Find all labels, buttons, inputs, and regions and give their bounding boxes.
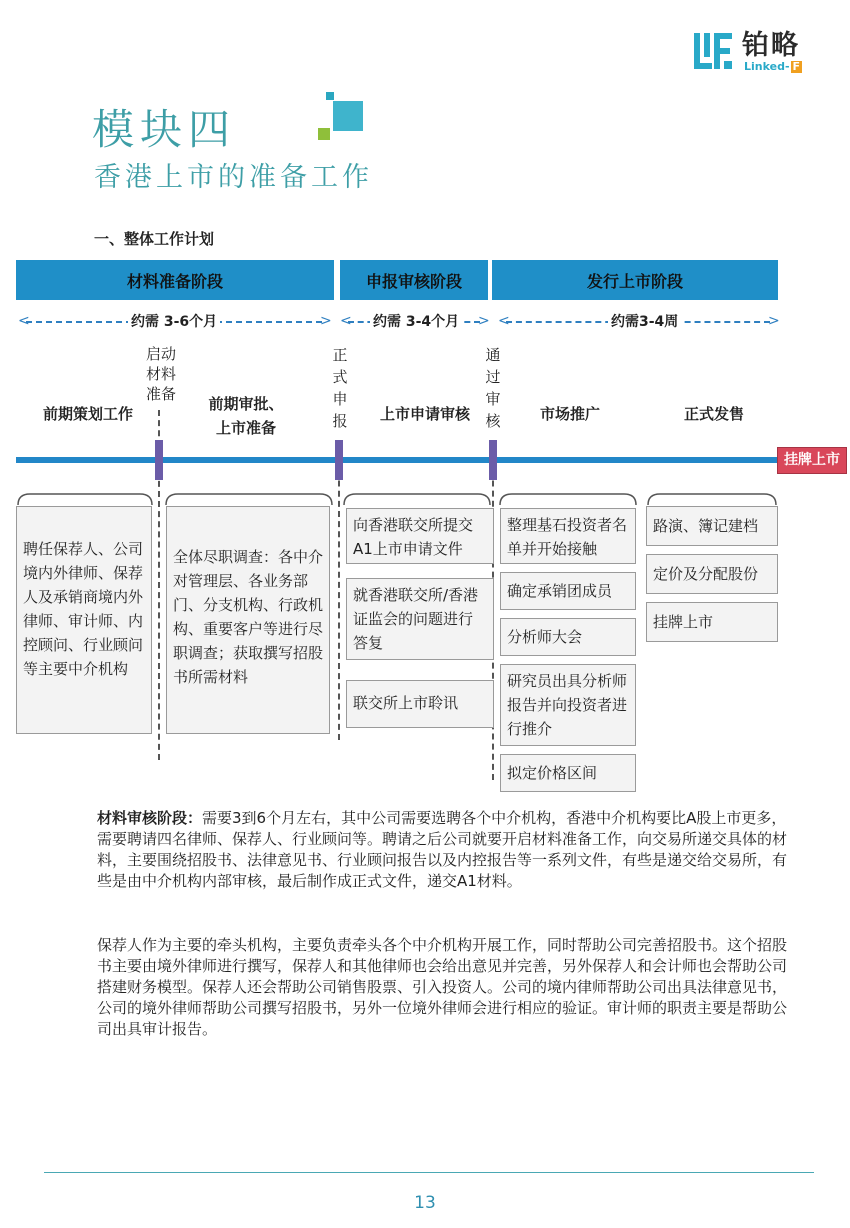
paragraph-materials-review	[97, 808, 787, 892]
logo-english-name: Linked- F	[744, 60, 801, 73]
task-box-submit-a1: 向香港联交所提交A1上市申请文件	[346, 508, 494, 564]
task-box-underwriters: 确定承销团成员	[500, 572, 636, 610]
arrow-left-icon: <	[340, 313, 352, 329]
brace-col3	[342, 492, 492, 506]
phase-bar-issuance: 发行上市阶段	[492, 260, 778, 300]
module-subtitle: 香港上市的准备工作	[94, 162, 373, 193]
stage-formal-issue: 正式发售	[683, 405, 744, 423]
arrow-right-icon: >	[478, 313, 490, 329]
listed-tag: 挂牌上市	[777, 447, 847, 474]
milestone-formal-filing: 正式申报	[332, 346, 348, 430]
brace-col2	[164, 492, 334, 506]
task-box-cornerstone: 整理基石投资者名单并开始接触	[500, 508, 636, 564]
paragraph-text: 需要3到6个月左右，其中公司需要选聘各个中介机构，香港中介机构要比A股上市更多，需要聘请四名律师、保荐人、行业顾问等。聘请之后公司就要开启材料准备工作，向交易所递交具体的材料，主要围绕招股书、法律意见书、行业顾问报告以及内控报告等一系列文件，有些是递交给交易所，有些是由中介机构内部审核，最后制作成正式文件，递交A1材料。	[97, 809, 788, 890]
decor-square-green	[318, 128, 330, 140]
task-box-due-diligence: 全体尽职调查：各中介对管理层、各业务部门、分支机构、行政机构、重要客户等进行尽职调查；获取撰写招股书所需材料	[166, 506, 330, 734]
milestone-marker	[489, 440, 497, 480]
stage-pre-planning: 前期策划工作	[42, 405, 133, 423]
stage-pre-approval: 前期审批、上市准备	[208, 395, 284, 437]
task-box-analyst-meeting: 分析师大会	[500, 618, 636, 656]
task-box-listing: 挂牌上市	[646, 602, 778, 642]
brace-col4	[498, 492, 638, 506]
stage-listing-review: 上市申请审核	[379, 405, 470, 423]
arrow-right-icon: >	[320, 313, 332, 329]
paragraph-label: 材料审核阶段：	[97, 809, 203, 827]
task-box-roadshow: 路演、簿记建档	[646, 506, 778, 546]
phase-bar-review: 申报审核阶段	[340, 260, 488, 300]
brace-col1	[16, 492, 154, 506]
task-box-reply-questions: 就香港联交所/香港证监会的问题进行答复	[346, 578, 494, 660]
paragraph-sponsor-role: 保荐人作为主要的牵头机构，主要负责牵头各个中介机构开展工作，同时帮助公司完善招股书。这个招股书主要由境外律师进行撰写，保荐人和其他律师也会给出意见并完善，另外保荐人和会计师也会帮助公司搭建财务模型。保荐人还会帮助公司销售股票、引入投资人。公司的境内律师帮助公司出具法律意见书，公司的境外律师帮助公司撰写招股书，另外一位境外律师会进行相应的验证。审计师的职责主要是帮助公司出具审计报告。	[97, 936, 788, 1038]
decor-square-large	[333, 101, 363, 131]
phase-bar-materials: 材料准备阶段	[16, 260, 334, 300]
arrow-left-icon: <	[18, 313, 30, 329]
milestone-line	[338, 440, 340, 740]
brace-col5	[646, 492, 778, 506]
logo-chinese-name: 铂略	[742, 30, 800, 61]
section-heading: 一、整体工作计划	[94, 230, 215, 248]
decor-square-small	[326, 92, 334, 100]
task-box-price-range: 拟定价格区间	[500, 754, 636, 792]
duration-issuance: 约需3-4周	[608, 312, 681, 332]
task-box-hire-intermediaries: 聘任保荐人、公司境内外律师、保荐人及承销商境内外律师、审计师、内控顾问、行业顾问等主要中介机构	[16, 506, 152, 734]
task-box-hearing: 联交所上市聆讯	[346, 680, 494, 728]
task-box-research-report: 研究员出具分析师报告并向投资者进行推介	[500, 664, 636, 746]
arrow-right-icon: >	[768, 313, 780, 329]
page-number: 13	[414, 1193, 436, 1213]
stage-marketing: 市场推广	[539, 405, 600, 423]
milestone-approved: 通过审核	[485, 346, 501, 430]
duration-materials: 约需 3-6个月	[128, 312, 220, 332]
milestone-start-materials: 启动材料准备	[145, 345, 176, 403]
module-title: 模块四	[92, 105, 237, 154]
footer-divider	[44, 1172, 814, 1173]
task-box-pricing: 定价及分配股份	[646, 554, 778, 594]
milestone-marker	[335, 440, 343, 480]
duration-review: 约需 3-4个月	[370, 312, 462, 332]
company-logo-icon	[694, 33, 734, 71]
milestone-marker	[155, 440, 163, 480]
arrow-left-icon: <	[498, 313, 510, 329]
timeline-bar	[16, 457, 778, 463]
